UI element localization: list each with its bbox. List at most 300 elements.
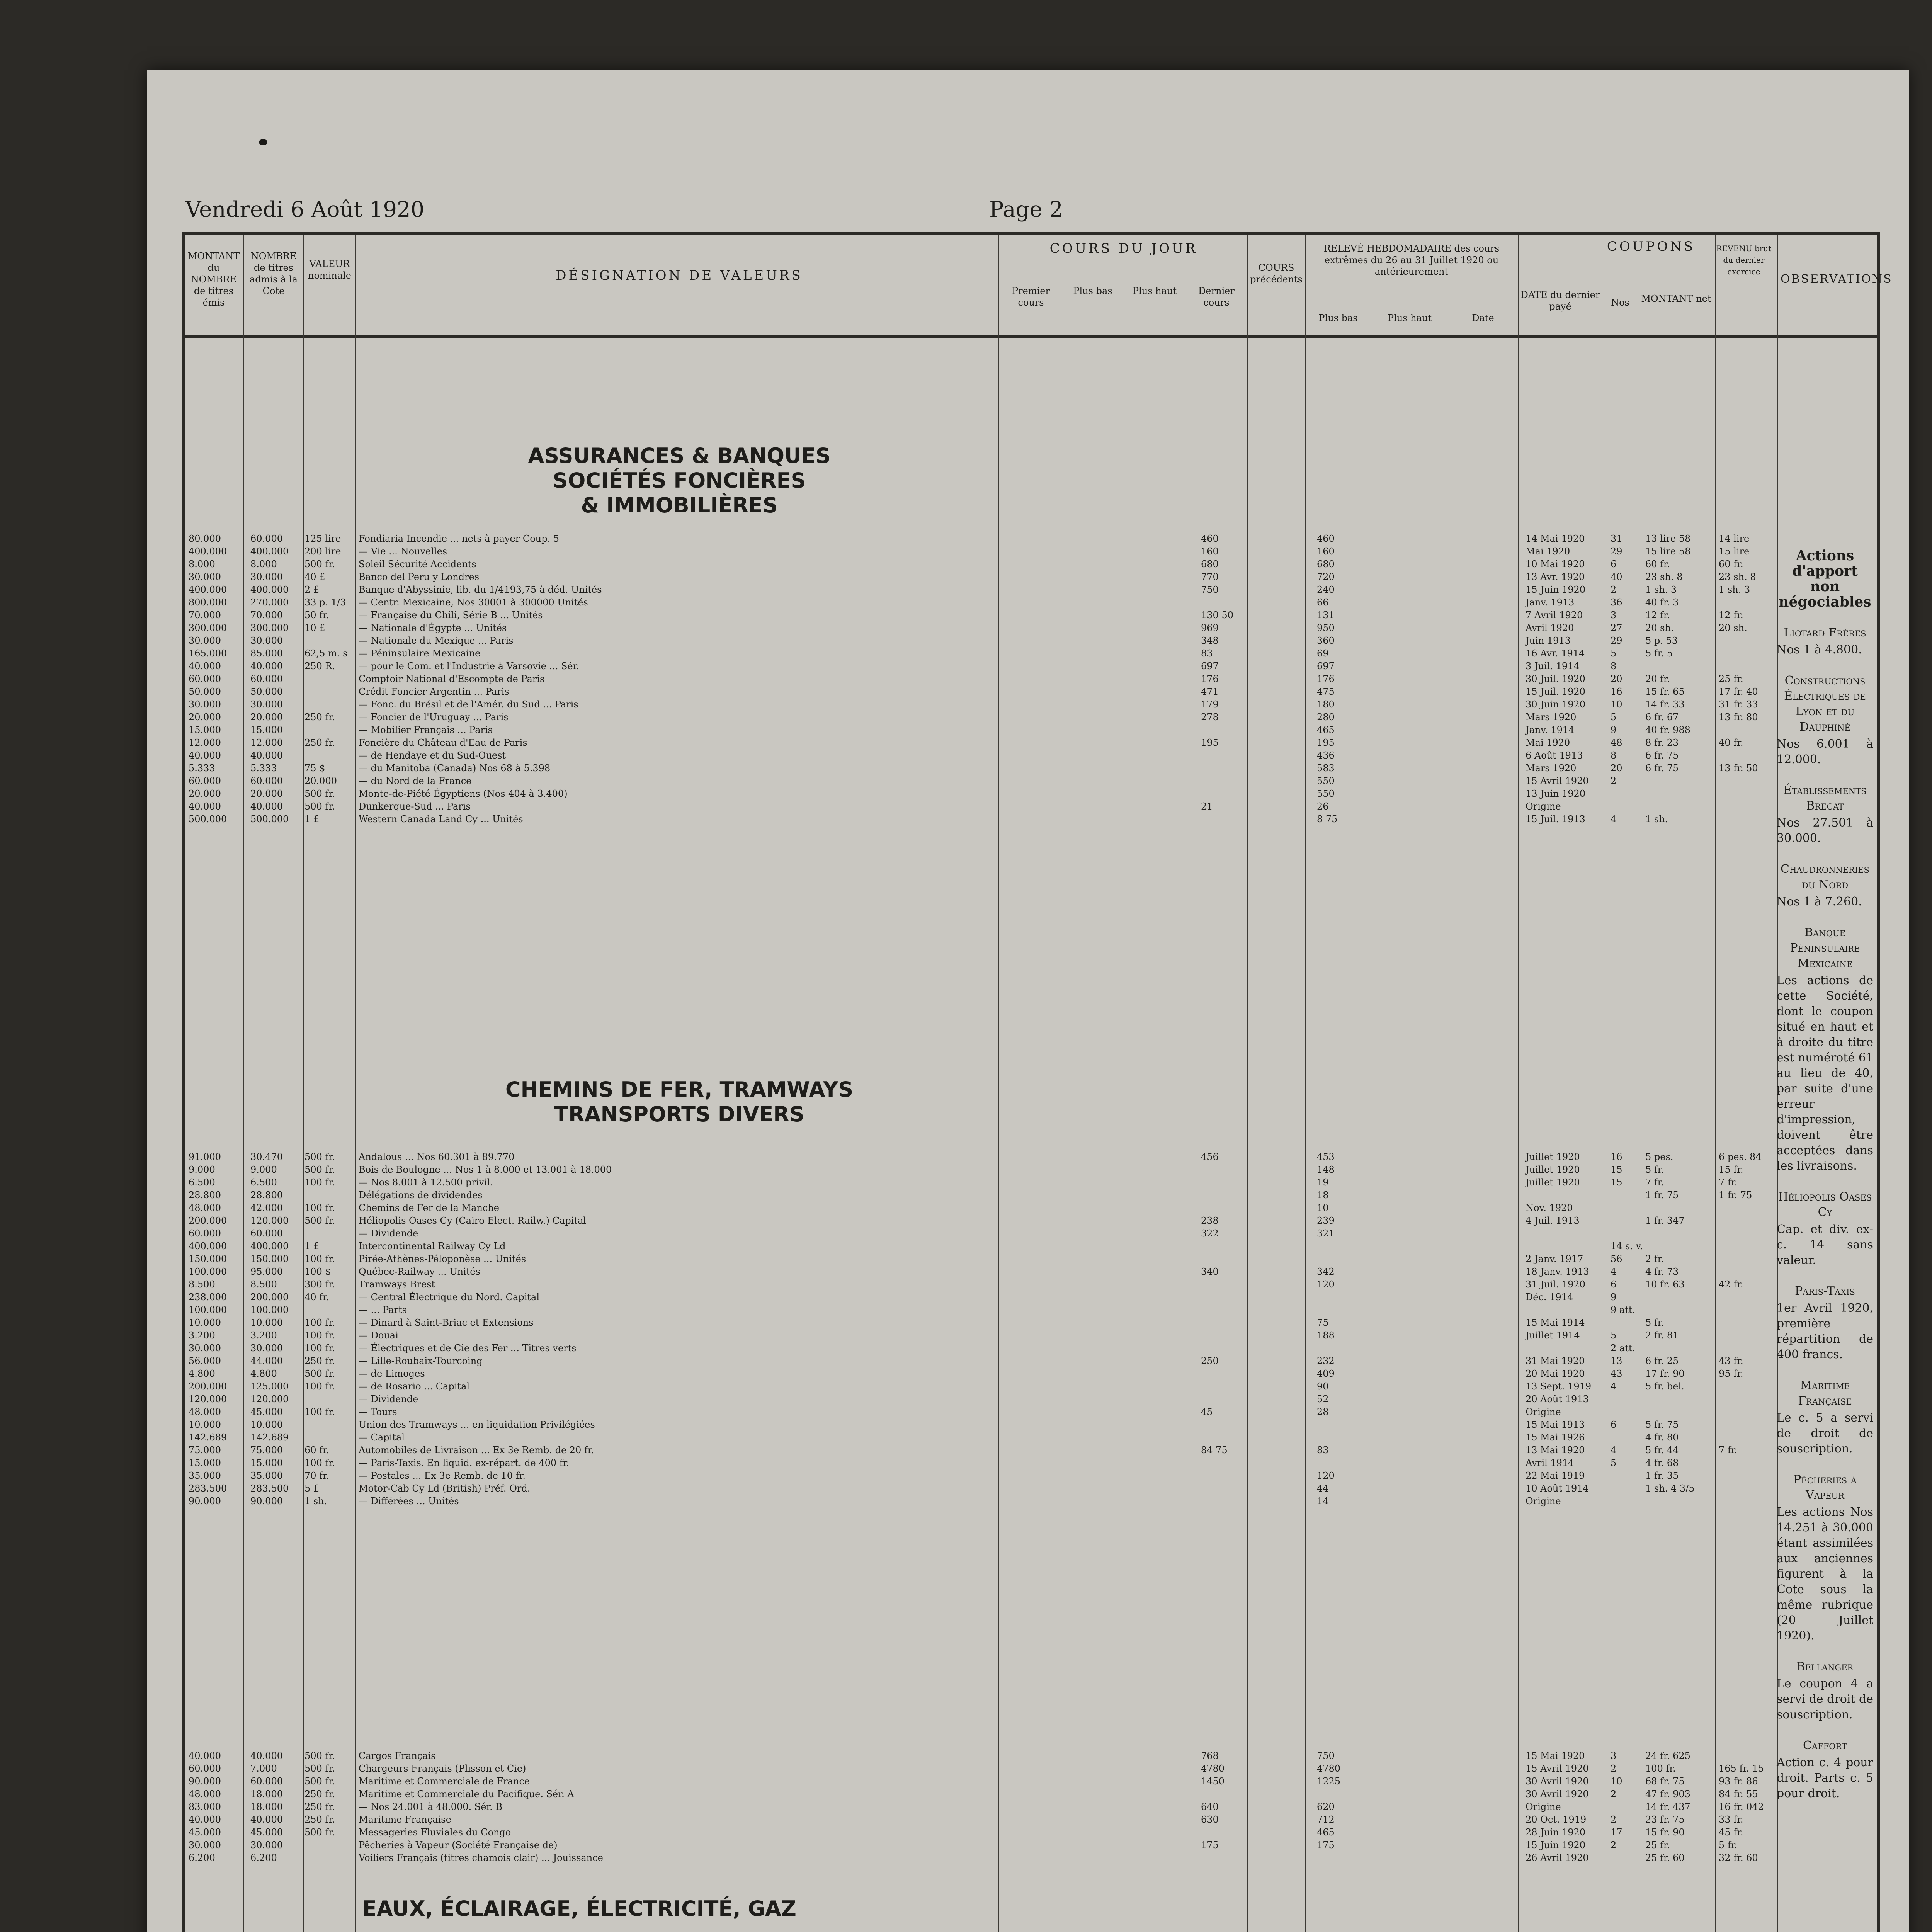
cell-releve: 453 bbox=[1317, 1151, 1335, 1162]
cell-numero: 13 bbox=[1611, 1355, 1622, 1366]
cell-releve: 120 bbox=[1317, 1470, 1335, 1481]
cell-coupon: 1 sh. 4 3/5 bbox=[1645, 1483, 1695, 1494]
cell-revenu: 165 fr. 15 bbox=[1719, 1763, 1764, 1774]
ink-spot bbox=[259, 139, 267, 145]
cell-montant: 15.000 bbox=[189, 724, 221, 735]
cell-coupon: 1 fr. 347 bbox=[1645, 1215, 1685, 1226]
cell-revenu: 45 fr. bbox=[1719, 1827, 1743, 1838]
observation-txt: 1er Avril 1920, première répartition de 400 francs. bbox=[1777, 1301, 1873, 1361]
cell-montant: 80.000 bbox=[189, 533, 221, 544]
cell-valeur: 1 £ bbox=[304, 814, 320, 825]
cell-designation: Maritime Française bbox=[359, 1814, 451, 1825]
observation-title: Pêcheries à Vapeur bbox=[1793, 1473, 1857, 1502]
cell-coupon: 6 fr. 67 bbox=[1645, 712, 1679, 723]
cell-revenu: 16 fr. 042 bbox=[1719, 1801, 1764, 1812]
cell-valeur: 500 fr. bbox=[304, 1164, 335, 1175]
table-row bbox=[189, 1839, 1773, 1852]
cell-numero: 15 bbox=[1611, 1164, 1622, 1175]
cell-coupon: 17 fr. 90 bbox=[1645, 1368, 1685, 1379]
cell-designation: — Vie ... Nouvelles bbox=[359, 546, 447, 557]
cell-date: 7 Avril 1920 bbox=[1526, 610, 1583, 621]
cell-coupon: 25 fr. bbox=[1645, 1840, 1670, 1850]
divider bbox=[1305, 235, 1306, 1932]
cell-releve: 19 bbox=[1317, 1177, 1329, 1188]
cell-nombre: 90.000 bbox=[250, 1496, 283, 1507]
cell-montant: 12.000 bbox=[189, 737, 221, 748]
cell-valeur: 300 fr. bbox=[304, 1279, 335, 1290]
cell-designation: — Central Électrique du Nord. Capital bbox=[359, 1292, 539, 1303]
cell-designation: Banco del Peru y Londres bbox=[359, 571, 480, 582]
cell-nombre: 18.000 bbox=[250, 1801, 283, 1812]
cell-coupon: 100 fr. bbox=[1645, 1763, 1676, 1774]
cell-montant: 400.000 bbox=[189, 546, 227, 557]
cell-releve: 160 bbox=[1317, 546, 1335, 557]
cell-date: 22 Mai 1919 bbox=[1526, 1470, 1585, 1481]
col-releve: RELEVÉ HEBDOMADAIRE des cours extrêmes du 26 au 31 Juillet 1920 ou antérieurement bbox=[1323, 243, 1500, 277]
cell-nombre: 75.000 bbox=[250, 1445, 283, 1456]
cell-designation: — pour le Com. et l'Industrie à Varsovie ... Sér. bbox=[359, 661, 580, 672]
cell-designation: — Fonc. du Brésil et de l'Amér. du Sud ... Paris bbox=[359, 699, 578, 710]
cell-revenu: 31 fr. 33 bbox=[1719, 699, 1758, 710]
cell-nombre: 142.689 bbox=[250, 1432, 289, 1443]
observation-txt: Nos 27.501 à 30.000. bbox=[1777, 816, 1873, 845]
cell-cours: 179 bbox=[1201, 699, 1219, 710]
cell-revenu: 12 fr. bbox=[1719, 610, 1743, 621]
cell-coupon: 1 fr. 35 bbox=[1645, 1470, 1679, 1481]
table-row bbox=[189, 1240, 1773, 1253]
cell-coupon: 5 p. 53 bbox=[1645, 635, 1678, 646]
cell-designation: Motor-Cab Cy Ld (British) Préf. Ord. bbox=[359, 1483, 531, 1494]
cell-designation: Dunkerque-Sud ... Paris bbox=[359, 801, 471, 812]
cell-coupon: 23 sh. 8 bbox=[1645, 571, 1683, 582]
cell-montant: 800.000 bbox=[189, 597, 227, 608]
cell-date: Origine bbox=[1526, 1496, 1561, 1507]
cell-numero: 16 bbox=[1611, 1151, 1622, 1162]
cell-designation: Intercontinental Railway Cy Ld bbox=[359, 1241, 506, 1252]
cell-releve: 8 75 bbox=[1317, 814, 1338, 825]
cell-nombre: 400.000 bbox=[250, 584, 289, 595]
cell-date: 15 Juil. 1913 bbox=[1526, 814, 1585, 825]
cell-montant: 3.200 bbox=[189, 1330, 215, 1341]
cell-date: Déc. 1914 bbox=[1526, 1292, 1573, 1303]
cell-revenu: 1 sh. 3 bbox=[1719, 584, 1750, 595]
cell-numero: 29 bbox=[1611, 635, 1622, 646]
cell-date: 3 Juil. 1914 bbox=[1526, 661, 1580, 672]
cell-cours: 697 bbox=[1201, 661, 1219, 672]
cell-valeur: 500 fr. bbox=[304, 788, 335, 799]
cell-numero: 56 bbox=[1611, 1253, 1622, 1264]
cell-montant: 6.500 bbox=[189, 1177, 215, 1188]
cell-montant: 5.333 bbox=[189, 763, 215, 774]
col-numero: Nos bbox=[1611, 297, 1629, 308]
cell-nombre: 30.000 bbox=[250, 1343, 283, 1354]
cell-numero: 5 bbox=[1611, 1458, 1617, 1468]
cell-nombre: 15.000 bbox=[250, 724, 283, 735]
cell-nombre: 9.000 bbox=[250, 1164, 277, 1175]
cell-date: 20 Oct. 1919 bbox=[1526, 1814, 1587, 1825]
cell-releve: 75 bbox=[1317, 1317, 1329, 1328]
cell-valeur: 250 fr. bbox=[304, 737, 335, 748]
cell-nombre: 60.000 bbox=[250, 1228, 283, 1239]
cell-montant: 60.000 bbox=[189, 776, 221, 786]
cell-valeur: 250 fr. bbox=[304, 1355, 335, 1366]
cell-designation: — de Rosario ... Capital bbox=[359, 1381, 470, 1392]
cell-designation: Banque d'Abyssinie, lib. du 1/4193,75 à déd. Unités bbox=[359, 584, 602, 595]
cell-designation: — Nos 8.001 à 12.500 privil. bbox=[359, 1177, 493, 1188]
cell-numero: 4 bbox=[1611, 1266, 1617, 1277]
table-row bbox=[189, 1788, 1773, 1801]
cell-releve: 120 bbox=[1317, 1279, 1335, 1290]
cell-releve: 10 bbox=[1317, 1202, 1329, 1213]
cell-designation: Pirée-Athènes-Péloponèse ... Unités bbox=[359, 1253, 526, 1264]
cell-releve: 69 bbox=[1317, 648, 1329, 659]
cell-nombre: 10.000 bbox=[250, 1419, 283, 1430]
cell-montant: 10.000 bbox=[189, 1419, 221, 1430]
cell-releve: 475 bbox=[1317, 686, 1335, 697]
cell-cours: 630 bbox=[1201, 1814, 1219, 1825]
cell-coupon: 14 fr. 33 bbox=[1645, 699, 1685, 710]
cell-date: 15 Juil. 1920 bbox=[1526, 686, 1585, 697]
cell-montant: 8.000 bbox=[189, 559, 215, 570]
cell-releve: 460 bbox=[1317, 533, 1335, 544]
cell-coupon: 4 fr. 73 bbox=[1645, 1266, 1679, 1277]
cell-revenu: 43 fr. bbox=[1719, 1355, 1743, 1366]
cell-releve: 697 bbox=[1317, 661, 1335, 672]
cell-valeur: 100 fr. bbox=[304, 1253, 335, 1264]
cell-numero: 5 bbox=[1611, 712, 1617, 723]
cell-numero: 29 bbox=[1611, 546, 1622, 557]
col-valeur: VALEUR nominale bbox=[308, 259, 351, 281]
cell-releve: 240 bbox=[1317, 584, 1335, 595]
cell-valeur: 100 fr. bbox=[304, 1202, 335, 1213]
table-row bbox=[189, 596, 1773, 609]
cell-montant: 8.500 bbox=[189, 1279, 215, 1290]
cell-coupon: 5 fr. 75 bbox=[1645, 1419, 1679, 1430]
cell-montant: 100.000 bbox=[189, 1304, 227, 1315]
table-row bbox=[189, 1355, 1773, 1367]
cell-numero: 16 bbox=[1611, 686, 1622, 697]
table-row bbox=[189, 1304, 1773, 1316]
cell-montant: 400.000 bbox=[189, 1241, 227, 1252]
cell-releve: 131 bbox=[1317, 610, 1335, 621]
cell-releve: 750 bbox=[1317, 1750, 1335, 1761]
cell-date: Mars 1920 bbox=[1526, 712, 1577, 723]
cell-nombre: 400.000 bbox=[250, 546, 289, 557]
col-plus-bas: Plus bas bbox=[1073, 286, 1112, 296]
cell-revenu: 40 fr. bbox=[1719, 737, 1743, 748]
cell-releve: 4780 bbox=[1317, 1763, 1341, 1774]
table-row bbox=[189, 571, 1773, 583]
cell-valeur: 500 fr. bbox=[304, 559, 335, 570]
table-row bbox=[189, 762, 1773, 775]
cell-cours: 83 bbox=[1201, 648, 1213, 659]
table-row bbox=[189, 711, 1773, 724]
cell-numero: 3 bbox=[1611, 1750, 1617, 1761]
cell-releve: 148 bbox=[1317, 1164, 1335, 1175]
cell-designation: — Foncier de l'Uruguay ... Paris bbox=[359, 712, 509, 723]
cell-coupon: 60 fr. bbox=[1645, 559, 1670, 570]
cell-coupon: 15 lire 58 bbox=[1645, 546, 1691, 557]
cell-date: 13 Mai 1920 bbox=[1526, 1445, 1585, 1456]
observation-title: Banque Péninsulaire Mexicaine bbox=[1790, 926, 1860, 970]
table-row bbox=[189, 698, 1773, 711]
cell-coupon: 15 fr. 65 bbox=[1645, 686, 1685, 697]
cell-coupon: 5 fr. bel. bbox=[1645, 1381, 1684, 1392]
cell-valeur: 125 lire bbox=[304, 533, 341, 544]
cell-revenu: 17 fr. 40 bbox=[1719, 686, 1758, 697]
cell-cours: 160 bbox=[1201, 546, 1219, 557]
cell-montant: 9.000 bbox=[189, 1164, 215, 1175]
col-nombre: NOMBRE de titres admis à la Cote bbox=[250, 251, 298, 296]
table-row bbox=[189, 660, 1773, 673]
cell-coupon: 5 pes. bbox=[1645, 1151, 1673, 1162]
cell-revenu: 33 fr. bbox=[1719, 1814, 1743, 1825]
cell-valeur: 40 fr. bbox=[304, 1292, 329, 1303]
cell-designation: — Mobilier Français ... Paris bbox=[359, 724, 493, 735]
cell-designation: Québec-Railway ... Unités bbox=[359, 1266, 480, 1277]
cell-nombre: 30.000 bbox=[250, 1840, 283, 1850]
cell-coupon: 12 fr. bbox=[1645, 610, 1670, 621]
cell-date: 15 Avril 1920 bbox=[1526, 1763, 1589, 1774]
cell-cours: 456 bbox=[1201, 1151, 1219, 1162]
observation-title: Chaudronneries du Nord bbox=[1781, 862, 1869, 891]
cell-numero: 8 bbox=[1611, 661, 1617, 672]
cell-montant: 30.000 bbox=[189, 699, 221, 710]
cell-nombre: 28.800 bbox=[250, 1190, 283, 1201]
cell-designation: Cargos Français bbox=[359, 1750, 436, 1761]
cell-nombre: 70.000 bbox=[250, 610, 283, 621]
cell-date: 28 Juin 1920 bbox=[1526, 1827, 1586, 1838]
observations-column bbox=[1777, 532, 1873, 1801]
cell-numero: 5 bbox=[1611, 648, 1617, 659]
table-row bbox=[189, 1801, 1773, 1813]
cell-designation: — Dividende bbox=[359, 1394, 418, 1405]
cell-montant: 200.000 bbox=[189, 1381, 227, 1392]
cell-designation: Tramways Brest bbox=[359, 1279, 435, 1290]
cell-date: 30 Juil. 1920 bbox=[1526, 673, 1585, 684]
cell-montant: 6.200 bbox=[189, 1852, 215, 1863]
cell-cours: 768 bbox=[1201, 1750, 1219, 1761]
cell-valeur: 100 $ bbox=[304, 1266, 331, 1277]
cell-releve: 360 bbox=[1317, 635, 1335, 646]
cell-designation: Western Canada Land Cy ... Unités bbox=[359, 814, 523, 825]
cell-date: 20 Août 1913 bbox=[1526, 1394, 1589, 1405]
cell-designation: Héliopolis Oases Cy (Cairo Elect. Railw.) Capital bbox=[359, 1215, 586, 1226]
table-row bbox=[189, 558, 1773, 571]
observation-title: Caffort bbox=[1803, 1739, 1847, 1752]
cell-coupon: 1 sh. bbox=[1645, 814, 1668, 825]
cell-cours: 640 bbox=[1201, 1801, 1219, 1812]
cell-montant: 30.000 bbox=[189, 1840, 221, 1850]
cell-designation: — Différées ... Unités bbox=[359, 1496, 459, 1507]
cell-valeur: 500 fr. bbox=[304, 1750, 335, 1761]
cell-montant: 90.000 bbox=[189, 1496, 221, 1507]
cell-valeur: 250 R. bbox=[304, 661, 335, 672]
cell-revenu: 32 fr. 60 bbox=[1719, 1852, 1758, 1863]
col-revenu: REVENU brut du dernier exercice bbox=[1716, 244, 1772, 276]
col-date-dernier: DATE du dernier payé bbox=[1520, 289, 1600, 312]
col-observations: OBSERVATIONS bbox=[1781, 272, 1893, 286]
table-row bbox=[189, 622, 1773, 634]
cell-valeur: 500 fr. bbox=[304, 1368, 335, 1379]
cell-date: 31 Mai 1920 bbox=[1526, 1355, 1585, 1366]
cell-coupon: 10 fr. 63 bbox=[1645, 1279, 1685, 1290]
cell-designation: — ... Parts bbox=[359, 1304, 407, 1315]
table-row bbox=[189, 1316, 1773, 1329]
table-row bbox=[189, 1495, 1773, 1508]
cell-date: 10 Mai 1920 bbox=[1526, 559, 1585, 570]
cell-numero: 20 bbox=[1611, 763, 1622, 774]
cell-designation: — Électriques et de Cie des Fer ... Titres verts bbox=[359, 1343, 577, 1354]
cell-releve: 175 bbox=[1317, 1840, 1335, 1850]
cell-numero: 20 bbox=[1611, 673, 1622, 684]
cell-date: 30 Avril 1920 bbox=[1526, 1776, 1589, 1787]
observation-txt: Nos 6.001 à 12.000. bbox=[1777, 737, 1873, 766]
cell-coupon: 23 fr. 75 bbox=[1645, 1814, 1685, 1825]
table-row bbox=[189, 1291, 1773, 1304]
col-precedent: COURS précédents bbox=[1250, 262, 1303, 285]
cell-revenu: 1 fr. 75 bbox=[1719, 1190, 1752, 1201]
cell-valeur: 33 p. 1/3 bbox=[304, 597, 346, 608]
cell-montant: 150.000 bbox=[189, 1253, 227, 1264]
cell-releve: 44 bbox=[1317, 1483, 1329, 1494]
col-coupons: COUPONS bbox=[1607, 239, 1696, 254]
cell-coupon: 7 fr. bbox=[1645, 1177, 1664, 1188]
table-row bbox=[189, 1265, 1773, 1278]
cell-date: 15 Mai 1914 bbox=[1526, 1317, 1585, 1328]
cell-releve: 436 bbox=[1317, 750, 1335, 761]
cell-valeur: 250 fr. bbox=[304, 1801, 335, 1812]
table-row bbox=[189, 1418, 1773, 1431]
cell-cours: 322 bbox=[1201, 1228, 1219, 1239]
cell-date: Avril 1914 bbox=[1526, 1458, 1574, 1468]
observation-txt: Cap. et div. ex-c. 14 sans valeur. bbox=[1777, 1223, 1873, 1267]
observation-title: Constructions Électriques de Lyon et du Dauphiné bbox=[1784, 674, 1866, 734]
table-row bbox=[189, 787, 1773, 800]
cell-nombre: 5.333 bbox=[250, 763, 277, 774]
table-row bbox=[189, 800, 1773, 813]
table-row bbox=[189, 1278, 1773, 1291]
cell-montant: 35.000 bbox=[189, 1470, 221, 1481]
banques-rows bbox=[189, 532, 1773, 826]
cell-designation: Pêcheries à Vapeur (Société Française de) bbox=[359, 1840, 558, 1850]
cell-cours: 750 bbox=[1201, 584, 1219, 595]
page-number: Page 2 bbox=[989, 197, 1063, 222]
cell-date: Avril 1920 bbox=[1526, 622, 1574, 633]
cell-releve: 195 bbox=[1317, 737, 1335, 748]
cell-releve: 712 bbox=[1317, 1814, 1335, 1825]
cell-date: 30 Avril 1920 bbox=[1526, 1789, 1589, 1799]
cell-numero: 5 bbox=[1611, 1330, 1617, 1341]
cell-montant: 4.800 bbox=[189, 1368, 215, 1379]
cell-montant: 10.000 bbox=[189, 1317, 221, 1328]
cell-valeur: 250 fr. bbox=[304, 1789, 335, 1799]
cell-coupon: 4 fr. 80 bbox=[1645, 1432, 1679, 1443]
cell-valeur: 100 fr. bbox=[304, 1177, 335, 1188]
cell-nombre: 50.000 bbox=[250, 686, 283, 697]
chemins-rows bbox=[189, 1151, 1773, 1508]
cell-numero: 40 bbox=[1611, 571, 1622, 582]
cell-numero: 4 bbox=[1611, 1381, 1617, 1392]
table-row bbox=[189, 685, 1773, 698]
cell-numero: 3 bbox=[1611, 610, 1617, 621]
cell-numero: 2 bbox=[1611, 1840, 1617, 1850]
cell-coupon: 24 fr. 625 bbox=[1645, 1750, 1690, 1761]
cell-montant: 100.000 bbox=[189, 1266, 227, 1277]
cell-nombre: 40.000 bbox=[250, 1750, 283, 1761]
observation-title: Paris-Taxis bbox=[1795, 1284, 1855, 1298]
cell-montant: 40.000 bbox=[189, 661, 221, 672]
cell-coupon: 8 fr. 23 bbox=[1645, 737, 1679, 748]
cell-designation: Voiliers Français (titres chamois clair) ... Jouissance bbox=[359, 1852, 603, 1863]
cell-date: 18 Janv. 1913 bbox=[1526, 1266, 1589, 1277]
cell-coupon: 68 fr. 75 bbox=[1645, 1776, 1685, 1787]
transport-rows bbox=[189, 1750, 1773, 1864]
issue-date: Vendredi 6 Août 1920 bbox=[185, 197, 425, 222]
cell-montant: 120.000 bbox=[189, 1394, 227, 1405]
cell-date: Juillet 1920 bbox=[1526, 1151, 1580, 1162]
cell-coupon: 2 fr. 81 bbox=[1645, 1330, 1679, 1341]
table-row bbox=[189, 1431, 1773, 1444]
cell-date: 15 Mai 1913 bbox=[1526, 1419, 1585, 1430]
cell-nombre: 20.000 bbox=[250, 788, 283, 799]
cell-releve: 583 bbox=[1317, 763, 1335, 774]
cell-valeur: 2 £ bbox=[304, 584, 320, 595]
cell-nombre: 4.800 bbox=[250, 1368, 277, 1379]
cell-numero: 2 bbox=[1611, 584, 1617, 595]
cell-montant: 165.000 bbox=[189, 648, 227, 659]
cell-montant: 30.000 bbox=[189, 1343, 221, 1354]
cell-coupon: 4 fr. 68 bbox=[1645, 1458, 1679, 1468]
cell-coupon: 5 fr. bbox=[1645, 1317, 1664, 1328]
cell-valeur: 250 fr. bbox=[304, 712, 335, 723]
cell-date: 31 Juil. 1920 bbox=[1526, 1279, 1585, 1290]
cell-coupon: 47 fr. 903 bbox=[1645, 1789, 1690, 1799]
cell-nombre: 150.000 bbox=[250, 1253, 289, 1264]
cell-date: 15 Mai 1926 bbox=[1526, 1432, 1585, 1443]
cell-releve: 1225 bbox=[1317, 1776, 1341, 1787]
col-rel-haut: Plus haut bbox=[1387, 313, 1432, 323]
cell-montant: 48.000 bbox=[189, 1202, 221, 1213]
cell-cours: 195 bbox=[1201, 737, 1219, 748]
observation-txt: Le c. 5 a servi de droit de souscription. bbox=[1777, 1411, 1873, 1456]
cell-nombre: 30.000 bbox=[250, 635, 283, 646]
cell-numero: 2 bbox=[1611, 776, 1617, 786]
table-row bbox=[189, 634, 1773, 647]
cell-montant: 45.000 bbox=[189, 1827, 221, 1838]
cell-date: 20 Mai 1920 bbox=[1526, 1368, 1585, 1379]
cell-coupon: 6 fr. 75 bbox=[1645, 750, 1679, 761]
cell-nombre: 95.000 bbox=[250, 1266, 283, 1277]
cell-valeur: 500 fr. bbox=[304, 1776, 335, 1787]
cell-designation: — de Hendaye et du Sud-Ouest bbox=[359, 750, 506, 761]
cell-valeur: 500 fr. bbox=[304, 801, 335, 812]
table-row bbox=[189, 1482, 1773, 1495]
cell-numero: 9 bbox=[1611, 1292, 1617, 1303]
cell-valeur: 75 $ bbox=[304, 763, 325, 774]
cell-designation: — Paris-Taxis. En liquid. ex-répart. de 400 fr. bbox=[359, 1458, 570, 1468]
cell-nombre: 40.000 bbox=[250, 801, 283, 812]
cell-nombre: 270.000 bbox=[250, 597, 289, 608]
cell-valeur: 60 fr. bbox=[304, 1445, 329, 1456]
col-rel-bas: Plus bas bbox=[1318, 313, 1358, 323]
divider bbox=[355, 235, 356, 1932]
cell-releve: 280 bbox=[1317, 712, 1335, 723]
cell-nombre: 10.000 bbox=[250, 1317, 283, 1328]
cell-coupon: 1 sh. 3 bbox=[1645, 584, 1677, 595]
table-row bbox=[189, 1214, 1773, 1227]
cell-montant: 48.000 bbox=[189, 1406, 221, 1417]
